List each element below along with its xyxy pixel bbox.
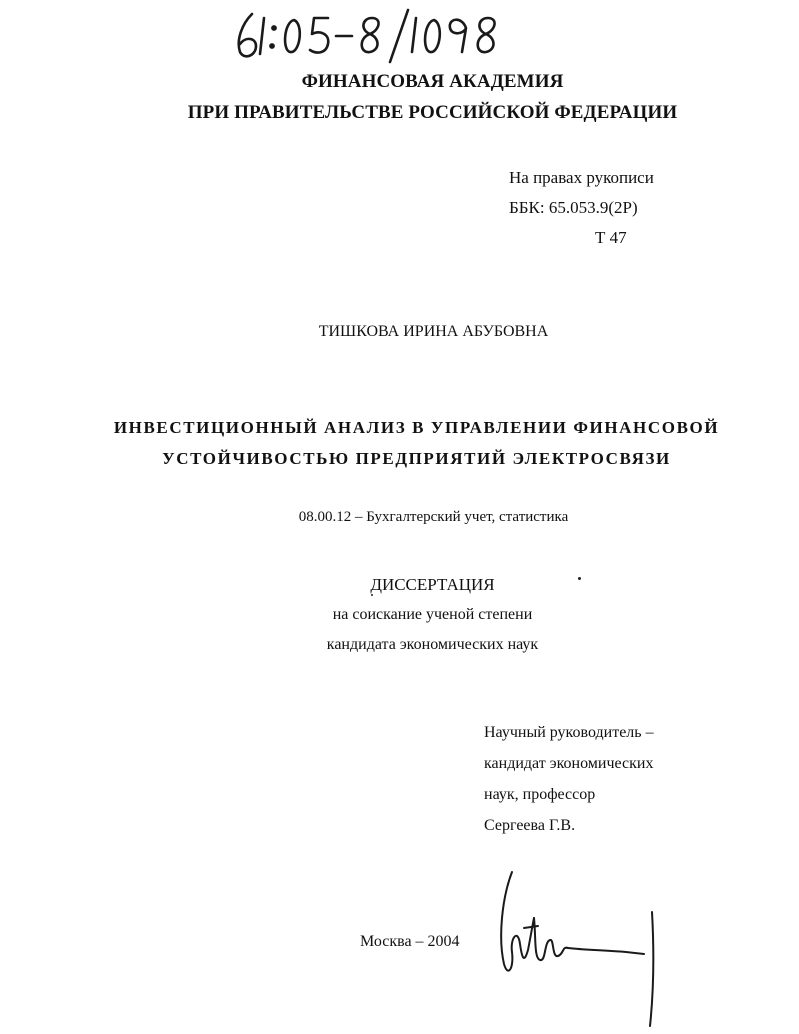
supervisor-title: наук, профессор: [484, 786, 596, 803]
title-line-1: ИНВЕСТИЦИОННЫЙ АНАЛИЗ В УПРАВЛЕНИИ ФИНАНСОВОЙ: [113, 418, 720, 437]
handwritten-archive-number: [230, 6, 500, 64]
title-line-2: УСТОЙЧИВОСТЬЮ ПРЕДПРИЯТИЙ ЭЛЕКТРОСВЯЗИ: [162, 449, 671, 468]
author-mark: Т 47: [595, 228, 627, 247]
bbk-code: ББК: 65.053.9(2Р): [509, 198, 638, 217]
city-year: Москва – 2004: [360, 933, 460, 950]
academy-header: [0, 66, 799, 128]
scan-speck: [371, 594, 373, 596]
dissertation-label: ДИССЕРТАЦИЯ: [370, 575, 495, 594]
scan-speck: [578, 577, 581, 580]
signature-icon: [494, 868, 664, 1028]
degree-line-2: кандидата экономических наук: [326, 636, 539, 653]
supervisor-role: Научный руководитель –: [484, 724, 654, 741]
author-name: ТИШКОВА ИРИНА АБУБОВНА: [318, 323, 549, 340]
academy-line-1: ФИНАНСОВАЯ АКАДЕМИЯ: [301, 71, 564, 92]
specialty: 08.00.12 – Бухгалтерский учет, статистика: [298, 509, 569, 525]
manuscript-rights-block: [509, 163, 654, 253]
supervisor-degree: кандидат экономических: [484, 755, 654, 772]
dissertation-block: [0, 570, 799, 660]
supervisor-block: [484, 717, 654, 841]
academy-line-2: ПРИ ПРАВИТЕЛЬСТВЕ РОССИЙСКОЙ ФЕДЕРАЦИИ: [187, 102, 678, 123]
degree-line-1: на соискание ученой степени: [332, 606, 533, 623]
supervisor-name: Сергеева Г.В.: [484, 817, 576, 834]
dissertation-title: [0, 412, 799, 474]
manuscript-rights: На правах рукописи: [509, 168, 654, 187]
